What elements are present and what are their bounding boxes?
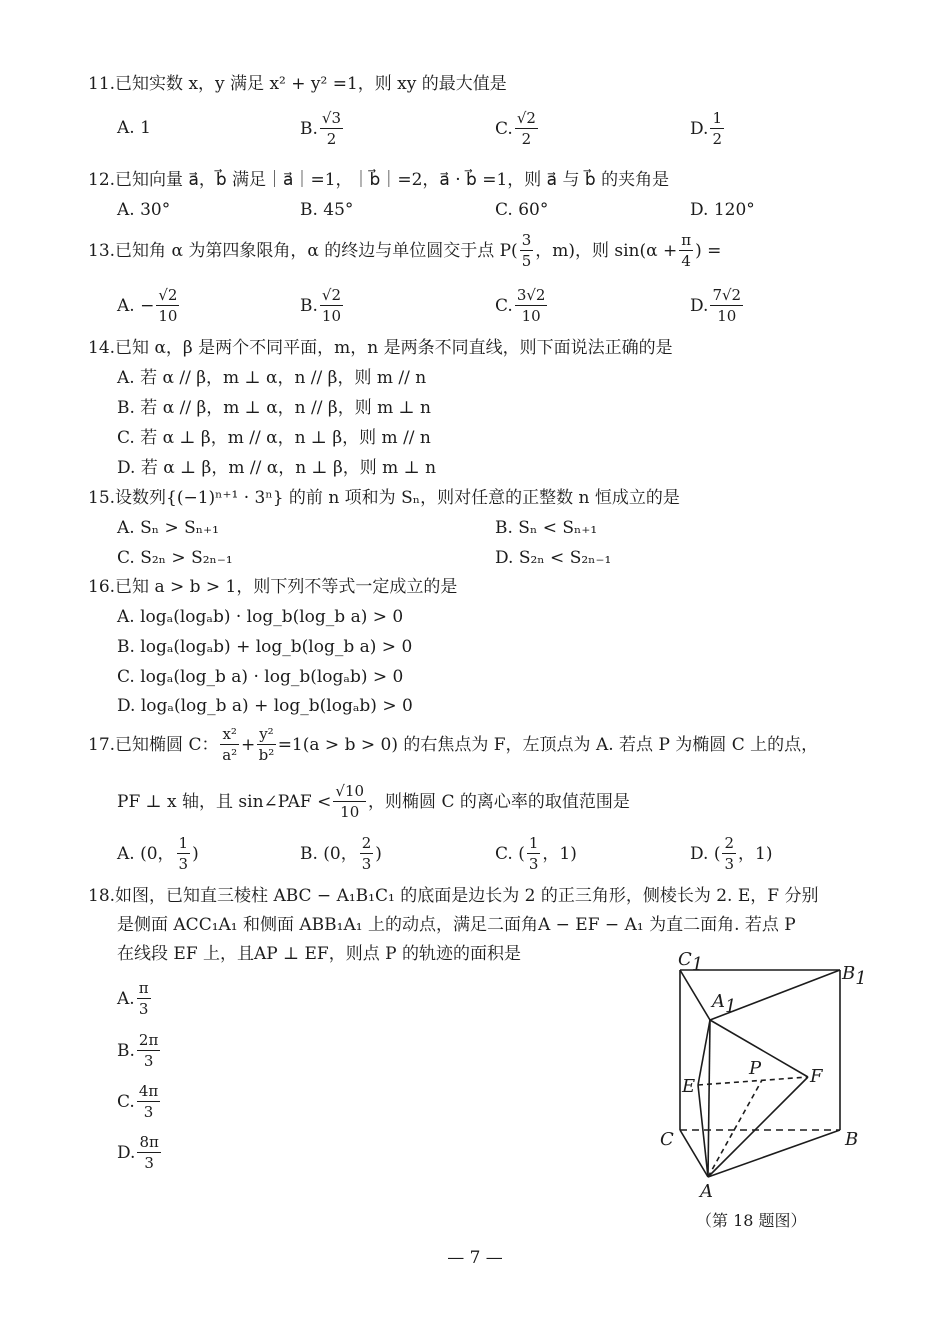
segment-fa [708,1077,808,1177]
q18-option-c: C. $\frac{4\pi}{3}$ [117,1082,159,1122]
q12-option-a: A. 30° [117,200,171,220]
q11-stem: 11.已知实数 x，y 满足 x² + y² =1，则 xy 的最大值是 [88,74,507,94]
q12-option-d: D. 120° [690,200,755,220]
q17-option-b: B. (0， $\frac{2}{3}$ ) [300,834,382,874]
label-b1: B1 [842,963,867,989]
q11-option-d: D. $\frac{1}{2}$ [690,109,722,149]
label-a: A [700,1181,713,1202]
q17-stem-line2: PF ⊥ x 轴，且 sin∠PAF < $\frac{√10}{10}$ ，则椭圆 C 的离心率的取值范围是 [117,782,630,822]
q14-option-c: C. 若 α ⊥ β，m // α，n ⊥ β，则 m // n [117,428,431,448]
q13-option-c: C. $\frac{3√2}{10}$ [495,286,546,326]
q14-option-b: B. 若 α // β，m ⊥ α，n // β，则 m ⊥ n [117,398,431,418]
q16-option-d: D. logₐ(log_b a) + log_b(logₐb) > 0 [117,696,413,716]
q13-stem: 13.已知角 α 为第四象限角，α 的终边与单位圆交于点 P( $\frac{3}{5}$ ，m)，则 sin(α + $\frac{\pi}{4}$ ) = [88,231,722,271]
q15-option-c: C. S₂ₙ > S₂ₙ₋₁ [117,548,233,568]
edge-c1a1 [680,970,710,1020]
q13-option-d: D. $\frac{7√2}{10}$ [690,286,742,326]
q17-option-d: D. ( $\frac{2}{3}$ ，1) [690,834,773,874]
label-f: F [810,1066,823,1087]
edge-aa1 [708,1020,710,1177]
q11-option-a: A. 1 [117,118,151,138]
q15-stem: 15.设数列{(−1)ⁿ⁺¹ · 3ⁿ} 的前 n 项和为 Sₙ，则对任意的正整数 n 恒成立的是 [88,488,680,508]
q17-stem: 17.已知椭圆 C： $\frac{\text{x²}}{\text{a²}}$ + $\frac{\text{y²}}{\text{b²}}$ =1(a > b > 0) 的右焦点为 F，左顶点为 A. 若点 P 为椭圆 C 上的点， [88,725,819,765]
q12-option-b: B. 45° [300,200,354,220]
q18-option-a: A. $\frac{\pi}{3}$ [117,979,149,1019]
q16-stem: 16.已知 a > b > 1，则下列不等式一定成立的是 [88,577,458,597]
q17-option-a: A. (0， $\frac{1}{3}$ ) [117,834,199,874]
q16-option-a: A. logₐ(logₐb) · log_b(log_b a) > 0 [117,607,404,627]
label-p: P [749,1058,762,1079]
q18-stem-line3: 在线段 EF 上，且AP ⊥ EF，则点 P 的轨迹的面积是 [117,944,521,964]
segment-a1e [698,1020,710,1085]
q12-stem: 12.已知向量 a⃗，b⃗ 满足｜a⃗｜=1，｜b⃗｜=2，a⃗ · b⃗ =1，则 a⃗ 与 b⃗ 的夹角是 [88,170,670,190]
q15-option-d: D. S₂ₙ < S₂ₙ₋₁ [495,548,612,568]
q15-option-a: A. Sₙ > Sₙ₊₁ [117,518,219,538]
q15-option-b: B. Sₙ < Sₙ₊₁ [495,518,598,538]
edge-ab [708,1130,840,1177]
label-c: C [660,1129,674,1150]
q11-option-c: C. $\frac{√2}{2}$ [495,109,536,149]
label-a1: A1 [712,991,737,1017]
q12-option-c: C. 60° [495,200,549,220]
q16-option-c: C. logₐ(log_b a) · log_b(logₐb) > 0 [117,667,404,687]
label-b: B [845,1129,859,1150]
q18-option-d: D. $\frac{8\pi}{3}$ [117,1133,159,1173]
q17-option-c: C. ( $\frac{1}{3}$ ，1) [495,834,577,874]
segment-ap [708,1080,762,1177]
q16-option-b: B. logₐ(logₐb) + log_b(log_b a) > 0 [117,637,413,657]
q14-option-d: D. 若 α ⊥ β，m // α，n ⊥ β，则 m ⊥ n [117,458,437,478]
q18-stem-line2: 是侧面 ACC₁A₁ 和侧面 ABB₁A₁ 上的动点，满足二面角A − EF − A₁ 为直二面角. 若点 P [117,915,796,935]
q18-option-b: B. $\frac{2\pi}{3}$ [117,1031,159,1071]
prism-diagram [650,945,880,1205]
q13-option-b: B. $\frac{√2}{10}$ [300,286,342,326]
q18-stem-line1: 18.如图，已知直三棱柱 ABC − A₁B₁C₁ 的底面是边长为 2 的正三角形，侧棱长为 2. E，F 分别 [88,886,819,906]
label-e: E [682,1076,696,1097]
q13-option-a: A. − $\frac{√2}{10}$ [117,286,178,326]
q14-stem: 14.已知 α，β 是两个不同平面，m，n 是两条不同直线，则下面说法正确的是 [88,338,673,358]
label-c1: C1 [678,949,704,975]
q14-option-a: A. 若 α // β，m ⊥ α，n // β，则 m // n [117,368,427,388]
figure-caption: （第 18 题图） [696,1211,807,1230]
q11-option-b: B. $\frac{√3}{2}$ [300,109,342,149]
page-number: — 7 — [447,1248,503,1268]
prism-figure [650,945,880,1210]
